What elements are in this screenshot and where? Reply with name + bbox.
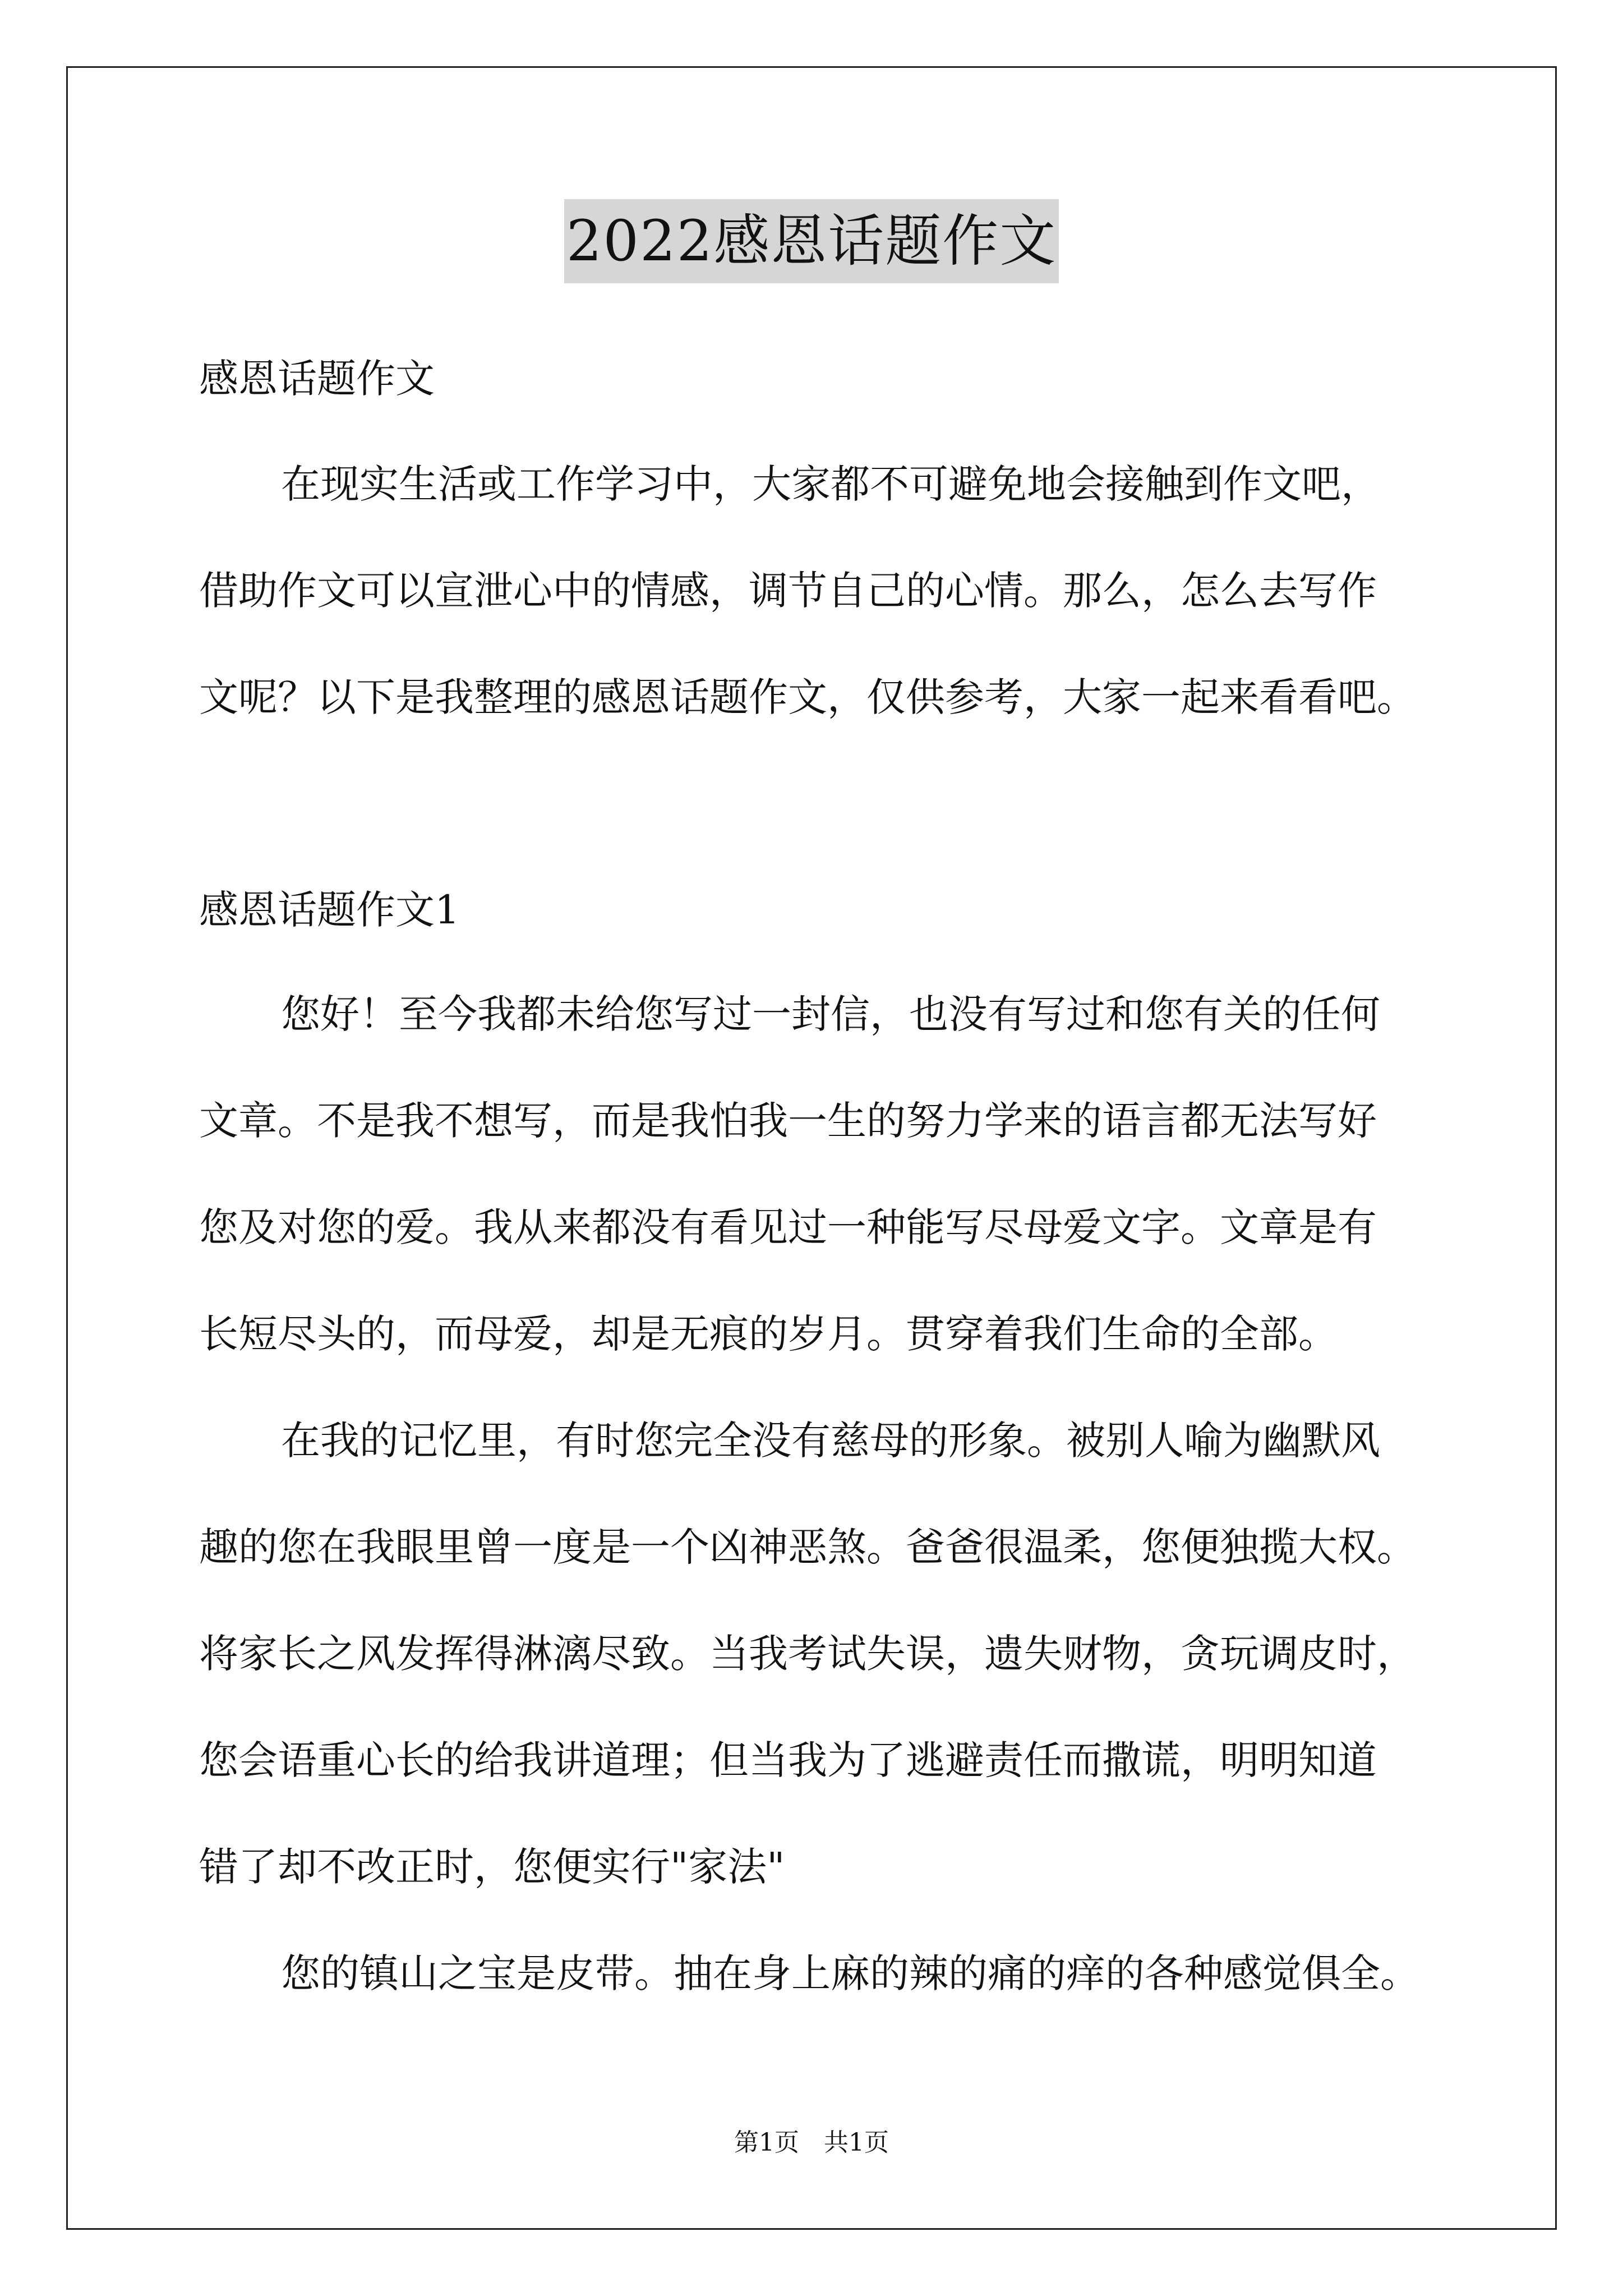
intro-line: 借助作文可以宣泄心中的情感，调节自己的心情。那么，怎么去写作 [199,568,1377,614]
paragraph-line: 您的镇山之宝是皮带。抽在身上麻的辣的痛的痒的各种感觉俱全。 [281,1950,1419,1996]
document-title: 2022感恩话题作文 [564,199,1059,283]
section-heading: 感恩话题作文1 [199,887,460,933]
paragraph-1 [199,961,1433,1387]
paragraph-line: 您好！至今我都未给您写过一封信，也没有写过和您有关的任何 [281,991,1380,1037]
paragraph-2 [199,1387,1433,1920]
paragraph-line: 您及对您的爱。我从来都没有看见过一种能写尽母爱文字。文章是有 [199,1204,1377,1250]
paragraph-line: 错了却不改正时，您便实行"家法" [199,1844,785,1890]
paragraph-line: 长短尽头的，而母爱，却是无痕的岁月。贯穿着我们生命的全部。 [199,1311,1338,1357]
intro-line: 文呢？以下是我整理的感恩话题作文，仅供参考，大家一起来看看吧。 [199,674,1416,720]
paragraph-line: 趣的您在我眼里曾一度是一个凶神恶煞。爸爸很温柔，您便独揽大权。 [199,1524,1416,1570]
intro-line: 在现实生活或工作学习中，大家都不可避免地会接触到作文吧， [281,461,1380,507]
paragraph-line: 将家长之风发挥得淋漓尽致。当我考试失误，遗失财物，贪玩调皮时， [199,1631,1416,1677]
section-heading-block [199,857,1433,963]
paragraph-line: 您会语重心长的给我讲道理；但当我为了逃避责任而撒谎，明明知道 [199,1737,1377,1783]
paragraph-line: 在我的记忆里，有时您完全没有慈母的形象。被别人喻为幽默风 [281,1418,1380,1464]
paragraph-line: 文章。不是我不想写，而是我怕我一生的努力学来的语言都无法写好 [199,1098,1377,1144]
title-container [0,199,1623,283]
intro-paragraph [199,431,1433,751]
subtitle: 感恩话题作文 [199,356,435,402]
subtitle-block [199,325,1433,432]
page-number-label: 第1页 共1页 [734,2128,889,2157]
page-footer [0,2126,1623,2160]
paragraph-3 [199,1920,1433,2027]
